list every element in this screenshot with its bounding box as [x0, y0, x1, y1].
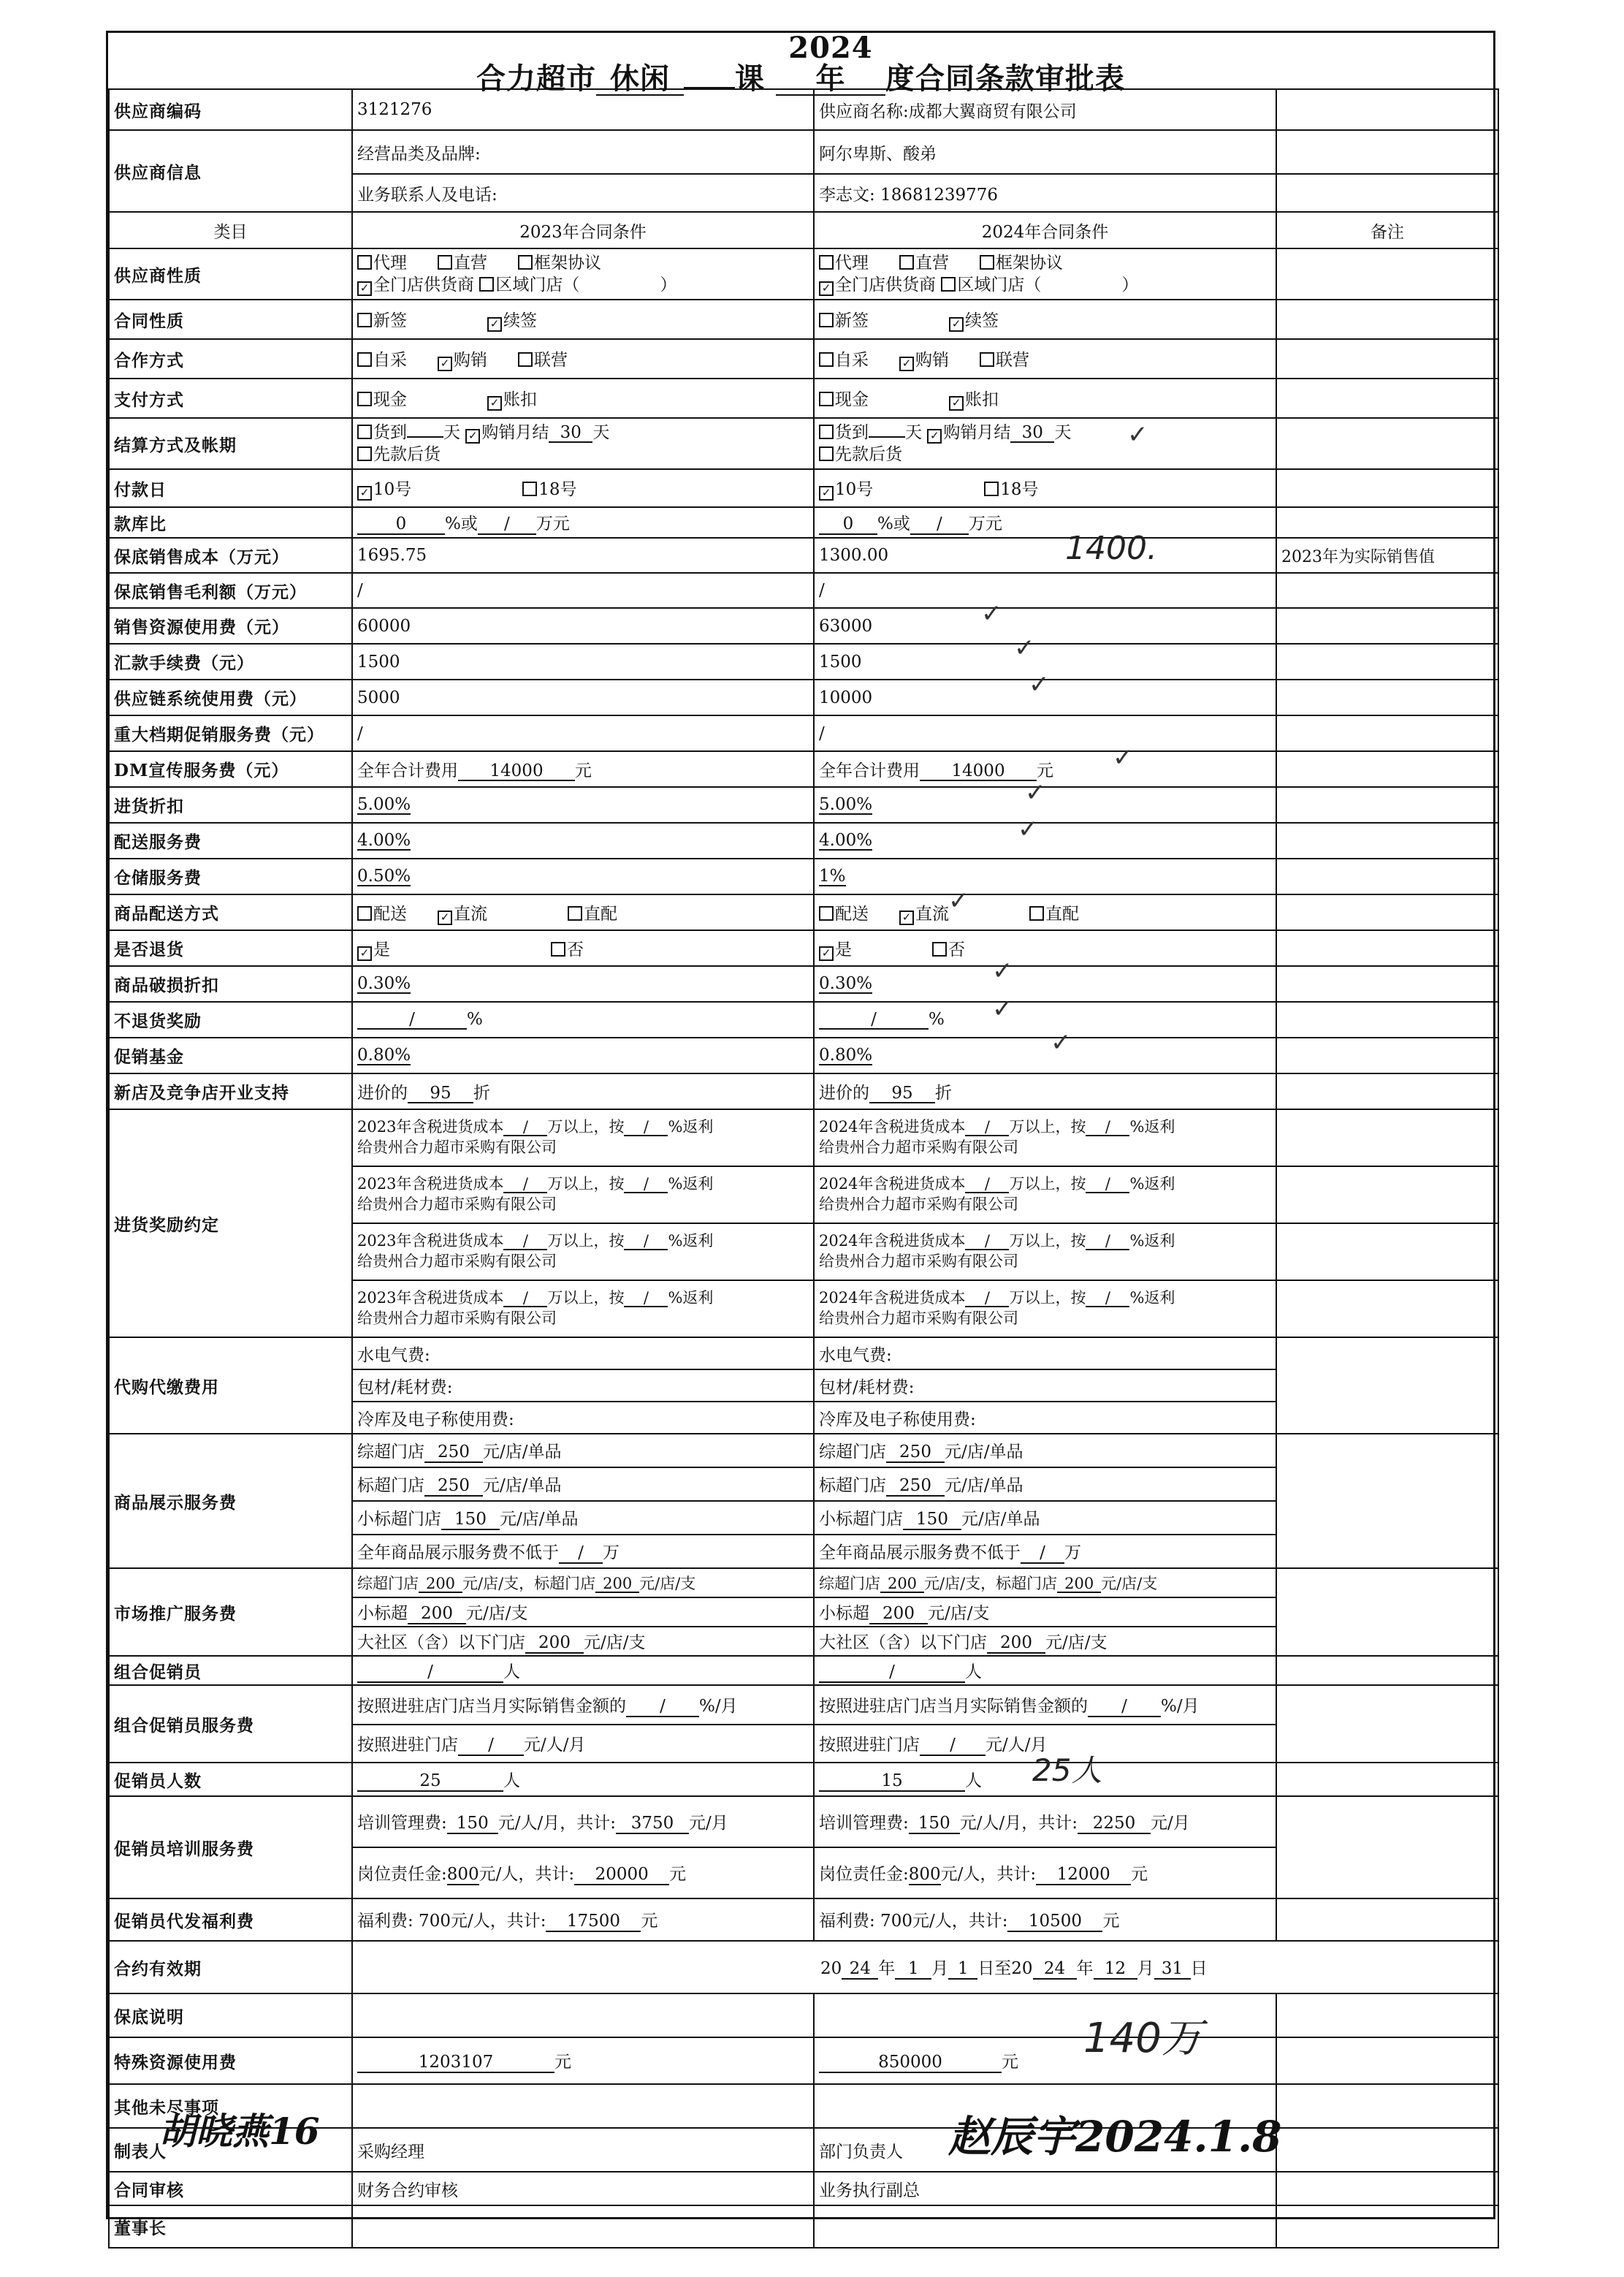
row-label: 进货奖励约定: [109, 1109, 352, 1337]
row-signatures-1: 制表人 采购经理 部门负责人: [109, 2128, 1498, 2172]
checkbox-icon: [551, 942, 565, 957]
row-label: 销售资源使用费（元）: [109, 608, 352, 644]
row-label: 款库比: [109, 507, 352, 538]
row-label: 仓储服务费: [109, 859, 352, 894]
row-label: 商品破损折扣: [109, 966, 352, 1002]
checkbox-icon: [357, 352, 372, 367]
check-mark-icon: ✓: [992, 957, 1013, 986]
row-special-fee: 特殊资源使用费 1203107 元 850000 元: [109, 2037, 1498, 2084]
checkbox-icon: [819, 906, 834, 921]
checked-box-icon: ✓: [465, 429, 480, 444]
row-label: 促销基金: [109, 1038, 352, 1073]
checkbox-icon: [984, 482, 999, 496]
checkbox-icon: [819, 425, 834, 439]
check-mark-icon: ✓: [1029, 670, 1050, 699]
row-purchase-discount: 进货折扣 5.00% 5.00%: [109, 787, 1498, 823]
checkbox-icon: [518, 352, 533, 367]
row-chairman: [109, 2205, 1498, 2248]
checkbox-icon: [819, 313, 834, 327]
row-label: 促销员人数: [109, 1763, 352, 1796]
row-promoter-welfare: 促销员代发福利费 福利费: 700元/人，共计: 17500 元 福利费: 700元/人，共计: 10500 元: [109, 1898, 1498, 1941]
checkbox-icon: [819, 446, 834, 461]
check-mark-icon: ✓: [1025, 778, 1046, 807]
row-label: 其他未尽事项: [109, 2084, 352, 2128]
approval-form: [106, 31, 1495, 2238]
row-supplier-code: 供应商编码 3121276 供应商名称:成都大翼商贸有限公司: [109, 89, 1498, 130]
checkbox-icon: [1029, 906, 1044, 921]
row-resource-fee: 销售资源使用费（元） 60000 63000: [109, 608, 1498, 644]
checked-box-icon: ✓: [819, 281, 834, 296]
row-new-store-support: 新店及竞争店开业支持 进价的 95 折 进价的 95 折: [109, 1073, 1498, 1109]
row-settlement: 结算方式及帐期 货到 天 ✓ 购销月结 30 天 先款后货 货到 天 ✓ 购销月结 30 天 先款后货: [109, 418, 1498, 469]
row-supply-chain-fee: 供应链系统使用费（元） 5000 10000: [109, 680, 1498, 715]
check-mark-icon: ✓: [1127, 420, 1148, 449]
row-major-promo-fee: 重大档期促销服务费（元） / /: [109, 715, 1498, 751]
row-label: 供应商性质: [109, 248, 352, 300]
row-min-margin: 保底销售毛利额（万元） / /: [109, 573, 1498, 608]
row-label: 组合促销员服务费: [109, 1685, 352, 1763]
row-label: 结算方式及帐期: [109, 418, 352, 469]
row-supplier-nature: 供应商性质 代理 直营 框架协议 ✓ 全门店供货商 区域门店（ ） 代理 直营 框架协议 ✓ 全门店供货商 区域门店（ ）: [109, 248, 1498, 300]
check-mark-icon: ✓: [948, 886, 969, 916]
row-label: 特殊资源使用费: [109, 2037, 352, 2084]
checked-box-icon: ✓: [357, 946, 372, 961]
checked-box-icon: ✓: [899, 357, 914, 371]
checked-box-icon: ✓: [819, 946, 834, 961]
checkbox-icon: [438, 255, 452, 270]
checkbox-icon: [357, 446, 372, 461]
row-label: 商品配送方式: [109, 894, 352, 930]
row-label: 合作方式: [109, 339, 352, 379]
row-label: 配送服务费: [109, 823, 352, 859]
row-label: 供应商信息: [109, 130, 352, 212]
row-label: 保底销售毛利额（万元）: [109, 573, 352, 608]
handwritten-promoter-note: 25人: [1032, 1752, 1102, 1788]
row-stock-ratio: 款库比 0 %或 / 万元 0 %或 / 万元: [109, 507, 1498, 538]
row-dm-fee: DM宣传服务费（元） 全年合计费用 14000 元 全年合计费用 14000 元: [109, 751, 1498, 787]
checked-box-icon: ✓: [949, 317, 964, 332]
row-label: 合约有效期: [109, 1941, 352, 1993]
row-pay-day: 付款日 ✓ 10号 18号 ✓ 10号 18号: [109, 469, 1498, 507]
row-header: 类目 2023年合同条件 2024年合同条件 备注: [109, 212, 1498, 248]
contract-table: 供应商编码 3121276 供应商名称:成都大翼商贸有限公司 供应商信息 经营品类及品牌: 阿尔卑斯、酸弟 业务联系人及电话: 李志文: 18681239776 类目 2023年合同条件 2024年合同条件 备注 供应商性质 代理 直营 框架协议 ✓ 全门店供货商 区域门店（ ） 代理 直营 框架协议 ✓ 全门店供货商 区域门店（ ） 合同性质 新签 ✓ 续签 新签 ✓ 续签 合作方式 自采 ✓ 购销 联营 自采 ✓ 购销 联营 支付方式 现金 ✓ 账扣 现金 ✓ 账扣 结算方式及帐期 货到 天 ✓ 购销月结 30 天 先款后货 货到 天 ✓ 购销月结 30 天 先款后货 付款日 ✓ 10号 18号 ✓ 10号 18号 款库比 0 %或 / 万元 0 %或 / 万元 保底销售成本（万元） 1695.75 1300.00 2023年为实际销售值 保底销售毛利额（万元） / / 销售资源使用费（元） 60000 63000 汇款手续费（元） 1500 1500 供应链系统使用费（元） 5000 10000 重大档期促销服务费（元） / / DM宣传服务费（元） 全年合计费用 14000 元 全年合计费用 14000 元 进货折扣 5.00% 5.00% 配送服务费 4.00% 4.00% 仓储服务费 0.50% 1% 商品配送方式 配送 ✓ 直流 直配 配送 ✓ 直流 直配 是否退货 ✓ 是 否 ✓ 是 否 商品破损折扣 0.30% 0.30% 不退货奖励 / % / % 促销基金 0.80% 0.80% 新店及竞争店开业支持 进价的 95 折 进价的 95 折 进货奖励约定 2023年含税进货成本 / 万以上，按 / %返利 给贵州合力超市采购有限公司 2024年含税进货成本 / 万以上，按 / %返利 给贵州合力超市采购有限公司 2023年含税进货成本 / 万以上，按 / %返利 给贵州合力超市采购有限公司 2024年含税进货成本 / 万以上，按 / %返利 给贵州合力超市采购有限公司 2023年含税进货成本 / 万以上，按 / %返利 给贵州合力超市采购有限公司 2024年含税进货成本 / 万以上，按 / %返利 给贵州合力超市采购有限公司 2023年含税进货成本 / 万以上，按 / %返利 给贵州合力超市采购有限公司 2024年含税进货成本 / 万以上，按 / %返利 给贵州合力超市采购有限公司 代购代缴费用 水电气费: 水电气费: 包材/耗材费: 包材/耗材费: 冷库及电子称使用费: 冷库及电子称使用费: 商品展示服务费 综超门店 250 元/店/单品 综超门店 250 元/店/单品 标超门店 250 元/店/单品 标超门店 250 元/店/单品 小标超门店 150 元/店/单品 小标超门店 150 元/店/单品 全年商品展示服务费不低于 / 万 全年商品展示服务费不低于 / 万 市场推广服务费 综超门店 200 元/店/支，标超门店 200 元/店/支 综超门店 200 元/店/支，标超门店 200 元/店/支 小标超 200 元/店/支 小标超 200 元/店/支 大社区（含）以下门店 200 元/店/支 大社区（含）以下门店 200 元/店/支 组合促销员 / 人 / 人 组合促销员服务费 按照进驻店门店当月实际销售金额的 / %/月 按照进驻店门店当月实际销售金额的 / %/月 按照进驻门店 / 元/人/月 按照进驻门店 / 元/人/月 促销员人数 25 人 15 人 促销员培训服务费 培训管理费: 150 元/人/月，共计: 3750 元/月 培训管理费: 150 元/人/月，共计: 2250 元/月 岗位责任金:800元/人，共计: 20000 元 岗位责任金:800元/人，共计: 12000 元 促销员代发福利费 福利费: 700元/人，共计: 17500 元 福利费: 700元/人，共计: 10500 元 合约有效期 20 24 年 1 月 1 日至20 24 年 12 月 31 日 保底说明 特殊资源使用费 1203107 元 850000 元 其他未尽事项 制表人 采购经理 部门负责人 合同审核 财务合约审核 业务执行副总 董事长: [108, 88, 1499, 2249]
row-validity: 合约有效期 20 24 年 1 月 1 日至20 24 年 12 月 31 日: [109, 1941, 1498, 1993]
row-no-return-reward: 不退货奖励 / % / %: [109, 1002, 1498, 1038]
check-mark-icon: ✓: [1018, 815, 1039, 844]
row-guarantee: [109, 1993, 1498, 2037]
checkbox-icon: [357, 906, 372, 921]
row-delivery-mode: 商品配送方式 配送 ✓ 直流 直配 配送 ✓ 直流 直配: [109, 894, 1498, 930]
check-mark-icon: ✓: [1113, 743, 1134, 772]
row-label: 市场推广服务费: [109, 1568, 352, 1656]
row-group-promoter: 组合促销员 / 人 / 人: [109, 1656, 1498, 1685]
row-storage-fee: 仓储服务费 0.50% 1%: [109, 859, 1498, 894]
checked-box-icon: ✓: [357, 281, 372, 296]
row-label: 支付方式: [109, 379, 352, 418]
row-label: 代购代缴费用: [109, 1337, 352, 1434]
dept-head-signature: 赵辰宇2024.1.8: [948, 2112, 1282, 2162]
check-mark-icon: ✓: [981, 599, 1002, 628]
handwritten-special-note: 140万: [1083, 2015, 1202, 2062]
row-promo-fund: 促销基金 0.80% 0.80%: [109, 1038, 1498, 1073]
row-promoter-count: 促销员人数 25 人 15 人: [109, 1763, 1498, 1796]
checkbox-icon: [941, 277, 956, 292]
row-label: 促销员代发福利费: [109, 1898, 352, 1941]
row-returnable: 是否退货 ✓ 是 否 ✓ 是 否: [109, 930, 1498, 966]
checkbox-icon: [479, 277, 494, 292]
checkbox-icon: [980, 352, 994, 367]
checked-box-icon: ✓: [819, 486, 834, 501]
checked-box-icon: ✓: [949, 396, 964, 411]
checkbox-icon: [819, 255, 834, 270]
checked-box-icon: ✓: [357, 486, 372, 501]
checked-box-icon: ✓: [899, 911, 914, 925]
row-contract-nature: 合同性质 新签 ✓ 续签 新签 ✓ 续签: [109, 300, 1498, 339]
row-label: 制表人: [109, 2128, 352, 2172]
row-market-fee: 市场推广服务费 综超门店 200 元/店/支，标超门店 200 元/店/支 综超门店 200 元/店/支，标超门店 200 元/店/支: [109, 1568, 1498, 1597]
row-label: 促销员培训服务费: [109, 1796, 352, 1898]
row-supplier-info: 供应商信息 经营品类及品牌: 阿尔卑斯、酸弟: [109, 130, 1498, 174]
form-title: 合力超市 休闲 课 2024年 度合同条款审批表: [108, 33, 1493, 90]
row-purchase-reward: 进货奖励约定 2023年含税进货成本 / 万以上，按 / %返利 给贵州合力超市采购有限公司 2024年含税进货成本 / 万以上，按 / %返利 给贵州合力超市采购有限公司: [109, 1109, 1498, 1166]
checkbox-icon: [932, 942, 947, 957]
row-promoter-training: 促销员培训服务费 培训管理费: 150 元/人/月，共计: 3750 元/月 培训管理费: 150 元/人/月，共计: 2250 元/月: [109, 1796, 1498, 1847]
checkbox-icon: [819, 392, 834, 406]
row-label: 新店及竞争店开业支持: [109, 1073, 352, 1109]
checkbox-icon: [518, 255, 533, 270]
checked-box-icon: ✓: [438, 357, 452, 371]
row-label: 是否退货: [109, 930, 352, 966]
checkbox-icon: [819, 352, 834, 367]
row-label: 供应链系统使用费（元）: [109, 680, 352, 715]
row-label: 保底销售成本（万元）: [109, 538, 352, 573]
row-proxy-fee: 代购代缴费用 水电气费: 水电气费:: [109, 1337, 1498, 1369]
checkbox-icon: [357, 392, 372, 406]
row-damage-discount: 商品破损折扣 0.30% 0.30%: [109, 966, 1498, 1002]
row-payment: 支付方式 现金 ✓ 账扣 现金 ✓ 账扣: [109, 379, 1498, 418]
row-label: 合同审核: [109, 2172, 352, 2205]
row-display-fee: 商品展示服务费 综超门店 250 元/店/单品 综超门店 250 元/店/单品: [109, 1434, 1498, 1467]
row-label: 供应商编码: [109, 89, 352, 130]
checked-box-icon: ✓: [487, 396, 502, 411]
check-mark-icon: ✓: [1051, 1028, 1072, 1057]
checkbox-icon: [568, 906, 582, 921]
row-label: 商品展示服务费: [109, 1434, 352, 1568]
checked-box-icon: ✓: [487, 317, 502, 332]
row-label: 组合促销员: [109, 1656, 352, 1685]
row-label: 合同性质: [109, 300, 352, 339]
row-delivery-fee: 配送服务费 4.00% 4.00%: [109, 823, 1498, 859]
checked-box-icon: ✓: [927, 429, 942, 444]
checkbox-icon: [357, 425, 372, 439]
check-mark-icon: ✓: [992, 995, 1013, 1024]
row-label: 保底说明: [109, 1993, 352, 2037]
row-label: 汇款手续费（元）: [109, 644, 352, 680]
row-label: 进货折扣: [109, 787, 352, 823]
row-min-cost: 保底销售成本（万元） 1695.75 1300.00 2023年为实际销售值: [109, 538, 1498, 573]
row-label: 重大档期促销服务费（元）: [109, 715, 352, 751]
checkbox-icon: [980, 255, 994, 270]
checkbox-icon: [899, 255, 914, 270]
row-remit-fee: 汇款手续费（元） 1500 1500: [109, 644, 1498, 680]
dept-field: 休闲: [596, 64, 684, 96]
handwritten-min-cost-note: 1400.: [1065, 530, 1157, 567]
checked-box-icon: ✓: [438, 911, 452, 925]
row-signatures-2: 合同审核 财务合约审核 业务执行副总: [109, 2172, 1498, 2205]
row-label: 付款日: [109, 469, 352, 507]
row-group-promoter-fee: 组合促销员服务费 按照进驻店门店当月实际销售金额的 / %/月 按照进驻店门店当月实际销售金额的 / %/月: [109, 1685, 1498, 1725]
row-cooperation: 合作方式 自采 ✓ 购销 联营 自采 ✓ 购销 联营: [109, 339, 1498, 379]
row-label: 不退货奖励: [109, 1002, 352, 1038]
checkbox-icon: [357, 313, 372, 327]
checkbox-icon: [522, 482, 537, 496]
maker-signature: 胡晓燕16: [159, 2110, 320, 2153]
checkbox-icon: [357, 255, 372, 270]
row-label: 董事长: [109, 2205, 352, 2248]
check-mark-icon: ✓: [1014, 634, 1035, 663]
row-label: DM宣传服务费（元）: [109, 751, 352, 787]
